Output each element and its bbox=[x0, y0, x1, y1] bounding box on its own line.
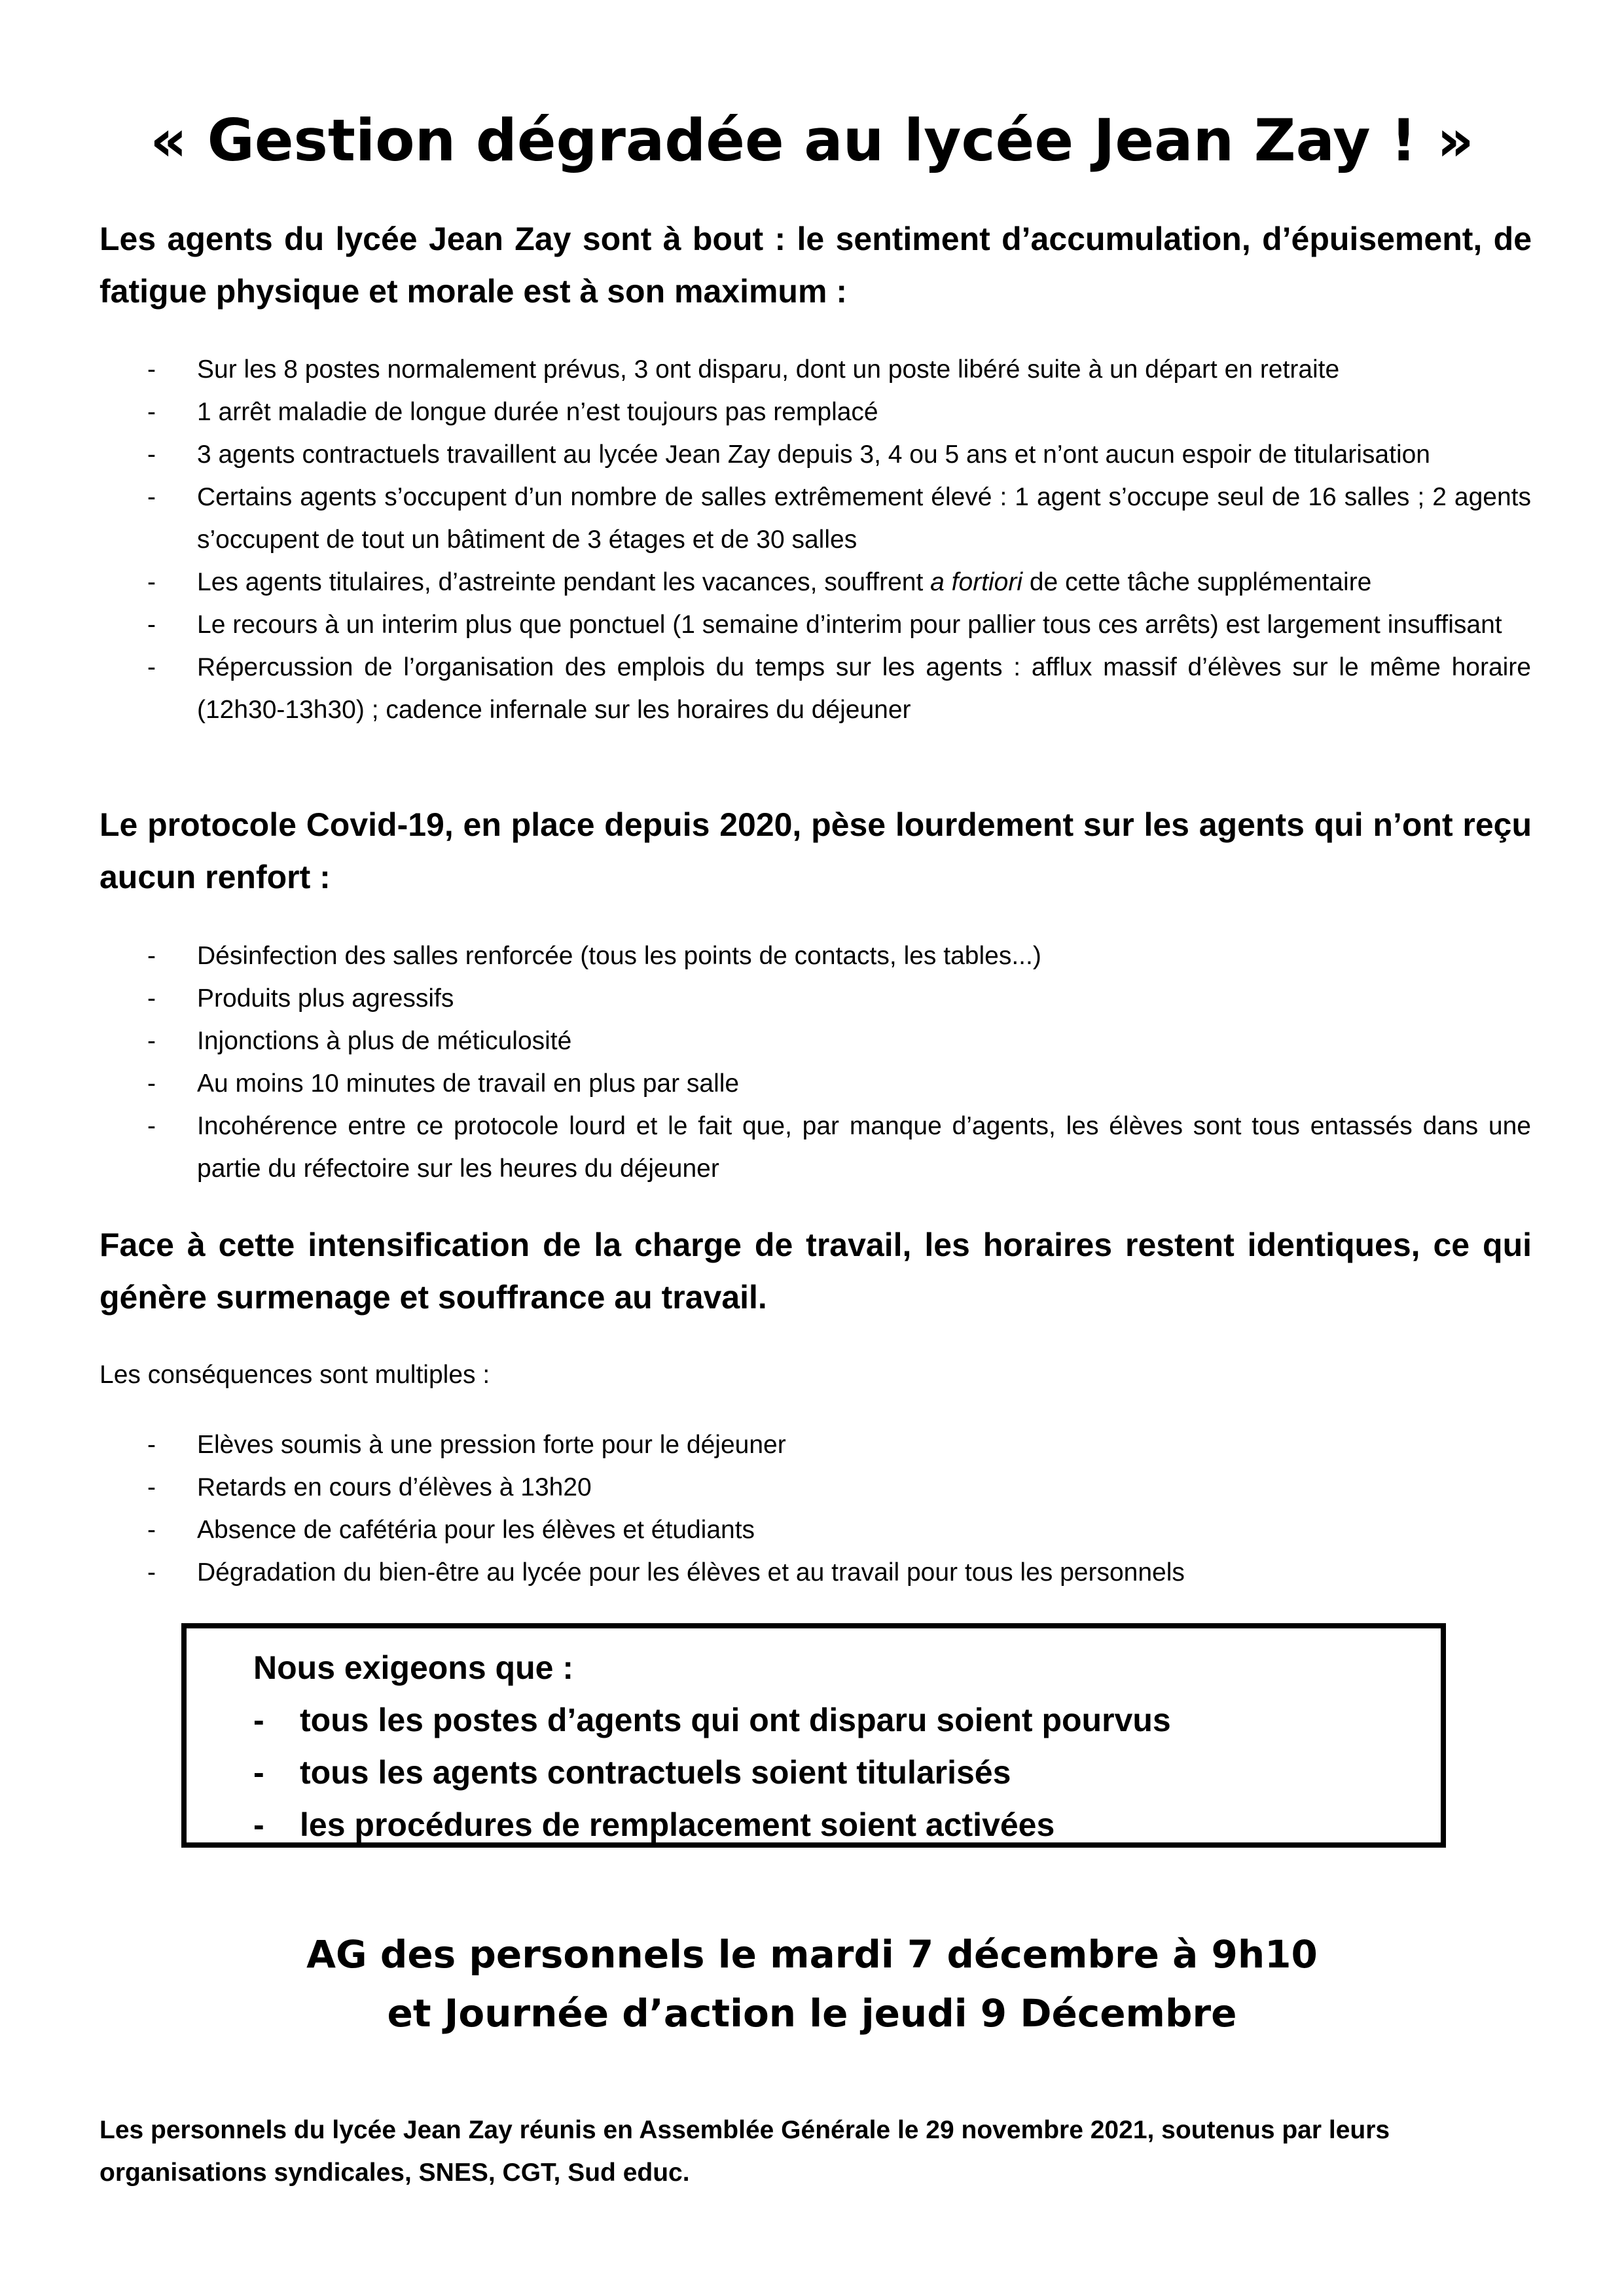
demands-box bbox=[181, 1623, 1446, 1848]
demand-item: - tous les agents contractuels soient titularisés bbox=[253, 1754, 1011, 1791]
demands-list bbox=[187, 1694, 1430, 1851]
list-item: - Répercussion de l’organisation des emplois du temps sur les agents : afflux massif d’élèves sur le même horaire (12h30-13h30) ; cadence infernale sur les horaires du déjeuner bbox=[147, 653, 1531, 724]
section-1-list bbox=[0, 348, 1624, 731]
list-item: - Dégradation du bien-être au lycée pour les élèves et au travail pour tous les personnels bbox=[147, 1558, 1185, 1587]
footer-signature: Les personnels du lycée Jean Zay réunis en Assemblée Générale le 29 novembre 2021, soutenus par leurs organisations syndicales, SNES, CGT, Sud educ. bbox=[99, 2116, 1390, 2187]
demands-intro: Nous exigeons que : bbox=[253, 1649, 573, 1686]
list-item: - Désinfection des salles renforcée (tous les points de contacts, les tables...) bbox=[147, 942, 1041, 970]
italic-emphasis: a fortiori bbox=[930, 568, 1023, 596]
list-item: - Retards en cours d’élèves à 13h20 bbox=[147, 1473, 592, 1501]
demand-item: - tous les postes d’agents qui ont disparu soient pourvus bbox=[253, 1702, 1171, 1738]
list-item: - Le recours à un interim plus que ponctuel (1 semaine d’interim pour pallier tous ces arrêts) est largement insuffisant bbox=[147, 611, 1502, 639]
section-3-heading: Face à cette intensification de la charge de travail, les horaires restent identiques, ce qui génère surmenage et souffrance au travail. bbox=[99, 1227, 1532, 1316]
section-3-subheading: Les conséquences sont multiples : bbox=[99, 1361, 490, 1389]
section-2-list bbox=[0, 935, 1624, 1190]
list-item: - Elèves soumis à une pression forte pour le déjeuner bbox=[147, 1431, 786, 1459]
list-item: - Les agents titulaires, d’astreinte pendant les vacances, souffrent a fortiori de cette tâche supplémentaire bbox=[147, 568, 1372, 596]
list-item: - 1 arrêt maladie de longue durée n’est toujours pas remplacé bbox=[147, 398, 878, 426]
document-title: « Gestion dégradée au lycée Jean Zay ! » bbox=[150, 107, 1474, 174]
list-item: - Injonctions à plus de méticulosité bbox=[147, 1027, 572, 1055]
list-item: - Au moins 10 minutes de travail en plus par salle bbox=[147, 1069, 740, 1098]
section-3-list bbox=[0, 1424, 1624, 1594]
section-1-heading: Les agents du lycée Jean Zay sont à bout : le sentiment d’accumulation, d’épuisement, de fatigue physique et morale est à son maximum : bbox=[99, 221, 1532, 310]
section-2-heading: Le protocole Covid-19, en place depuis 2020, pèse lourdement sur les agents qui n’ont reçu aucun renfort : bbox=[99, 806, 1532, 895]
list-item: - Sur les 8 postes normalement prévus, 3 ont disparu, dont un poste libéré suite à un départ en retraite bbox=[147, 355, 1340, 384]
list-item: - Certains agents s’occupent d’un nombre de salles extrêmement élevé : 1 agent s’occupe seul de 16 salles ; 2 agents s’occupent de tout un bâtiment de 3 étages et de 30 salles bbox=[147, 483, 1531, 554]
callout-line-2: et Journée d’action le jeudi 9 Décembre bbox=[387, 1991, 1237, 2036]
demand-item: - les procédures de remplacement soient activées bbox=[253, 1806, 1055, 1843]
list-item: - Absence de cafétéria pour les élèves et étudiants bbox=[147, 1516, 755, 1544]
list-item: - Produits plus agressifs bbox=[147, 984, 454, 1013]
list-item: - Incohérence entre ce protocole lourd et le fait que, par manque d’agents, les élèves sont tous entassés dans une partie du réfectoire sur les heures du déjeuner bbox=[147, 1112, 1531, 1183]
list-item: - 3 agents contractuels travaillent au lycée Jean Zay depuis 3, 4 ou 5 ans et n’ont aucun espoir de titularisation bbox=[147, 440, 1430, 469]
callout-line-1: AG des personnels le mardi 7 décembre à 9h10 bbox=[306, 1932, 1318, 1977]
